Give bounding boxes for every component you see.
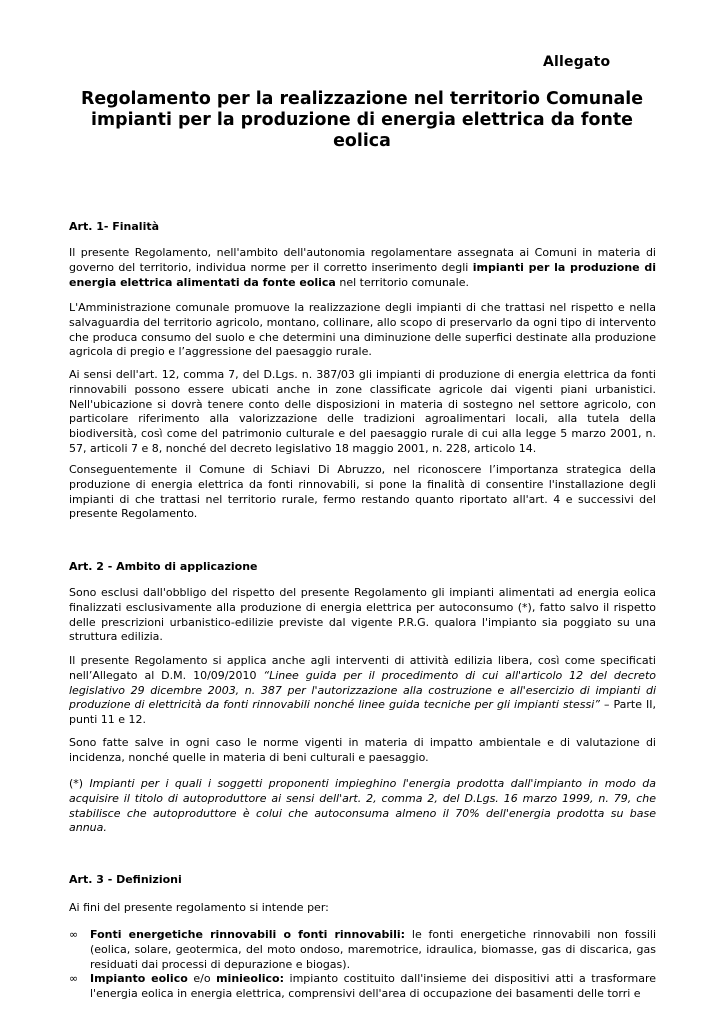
art2-paragraph-2	[69, 654, 656, 728]
art1-heading: Art. 1- Finalità	[69, 220, 160, 233]
art2-p2-italic: “Linee guida per il procedimento di cui all'articolo 12 del decreto legislativo 29 dicembre 2003, n. 387 per l'autorizzazione alla costruzione e all'esercizio di impianti di produzione di elettricità da fonti rinnovabili nonché linee guida tecniche per gli impianti stessi”	[69, 668, 656, 712]
art1-paragraph-2: L'Amministrazione comunale promuove la realizzazione degli impianti di che trattasi nel rispetto e nella salvaguardia del territorio agricolo, montano, collinare, allo scopo di preservarlo da ogni tipo di intervento che produca consumo del suolo e che determini una diminuzione delle superfici destinate alla produzione agricola di pregio e l’aggressione del paesaggio rurale.	[69, 301, 656, 359]
art2-p2-text-a: Il presente Regolamento si applica anche agli interventi di attività edilizia libera, così come specificati nell’Allegato al D.M. 10/09/2010	[69, 654, 656, 682]
infinity-bullet-icon: ∞	[69, 928, 79, 941]
art1-p1-bold: impianti per la produzione di energia elettrica alimentati da fonte eolica	[69, 260, 656, 289]
definition-text: impianto costituito dall'insieme dei dispositivi atti a trasformare l'energia eolica in energia elettrica, comprensivi dell'area di occupazione dei basamenti delle torri e	[90, 972, 656, 1001]
art3-heading: Art. 3 - Definizioni	[69, 873, 182, 886]
art3-intro: Ai fini del presente regolamento si intende per:	[69, 901, 329, 914]
art1-paragraph-1	[69, 246, 656, 290]
art1-paragraph-3: Ai sensi dell'art. 12, comma 7, del D.Lgs. n. 387/03 gli impianti di produzione di energia elettrica da fonti rinnovabili possono essere ubicati anche in zone classificate agricole dai vigenti piani urbanistici. Nell'ubicazione si dovrà tenere conto delle disposizioni in materia di sostegno nel settore agricolo, con particolare riferimento alla valorizzazione delle tradizioni agroalimentari locali, alla tutela della biodiversità, così come del patrimonio culturale e del paesaggio rurale di cui alla legge 5 marzo 2001, n. 57, articoli 7 e 8, nonché del decreto legislativo 18 maggio 2001, n. 228, articolo 14.	[69, 368, 656, 455]
document-title: Regolamento per la realizzazione nel territorio Comunale impianti per la produzione di energia elettrica da fonte eolica	[80, 89, 644, 151]
art2-heading: Art. 2 - Ambito di applicazione	[69, 560, 258, 573]
art2-note-marker: (*)	[69, 777, 90, 790]
definition-connector: e/o	[187, 972, 217, 986]
art1-p1-text-a: Il presente Regolamento, nell'ambito dell'autonomia regolamentare assegnata ai Comuni in materia di governo del territorio, individua norme per il corretto inserimento degli	[69, 246, 656, 274]
list-item	[69, 928, 656, 972]
definition-term-2: minieolico:	[216, 972, 284, 986]
attachment-label: Allegato	[543, 54, 611, 70]
infinity-bullet-icon: ∞	[69, 972, 79, 986]
art2-paragraph-1: Sono esclusi dall'obbligo del rispetto del presente Regolamento gli impianti alimentati ad energia eolica finalizzati esclusivamente alla produzione di energia elettrica per autoconsumo (*), fatto salvo il rispetto delle prescrizioni urbanistico-edilizie previste dal vigente P.R.G. qualora l'impianto sia poggiato su una struttura edilizia.	[69, 586, 656, 644]
art2-footnote	[69, 777, 656, 836]
definition-text: le fonti energetiche rinnovabili non fossili (eolica, solare, geotermica, del moto ondoso, maremotrice, idraulica, biomasse, gas di discarica, gas residuati dai processi di depurazione e biogas).	[90, 928, 657, 971]
art2-p2-text-c: – Parte II, punti 11 e 12.	[69, 698, 656, 727]
list-item	[69, 972, 656, 1002]
art1-p1-text-c: nel territorio comunale.	[335, 275, 469, 289]
definition-term: Fonti energetiche rinnovabili o fonti rinnovabili:	[90, 928, 406, 941]
art1-paragraph-4: Conseguentemente il Comune di Schiavi Di Abruzzo, nel riconoscere l’importanza strategica della produzione di energia elettrica da fonti rinnovabili, si pone la finalità di consentire l'installazione degli impianti di che trattasi nel territorio rurale, fermo restando quanto riportato all'art. 4 e successivi del presente Regolamento.	[69, 463, 656, 521]
definition-term: Impianto eolico	[90, 972, 188, 986]
art2-paragraph-3: Sono fatte salve in ogni caso le norme vigenti in materia di impatto ambientale e di valutazione di incidenza, nonché quelle in materia di beni culturali e paesaggio.	[69, 736, 656, 764]
art2-note-text: Impianti per i quali i soggetti proponenti impieghino l'energia prodotta dall'impianto in modo da acquisire il titolo di autoproduttore ai sensi dell'art. 2, comma 2, del D.Lgs. 16 marzo 1999, n. 79, che stabilisce che autoproduttore è colui che autoconsuma almeno il 70% dell'energia prodotta su base annua.	[69, 777, 656, 835]
definitions-list	[69, 928, 656, 1002]
